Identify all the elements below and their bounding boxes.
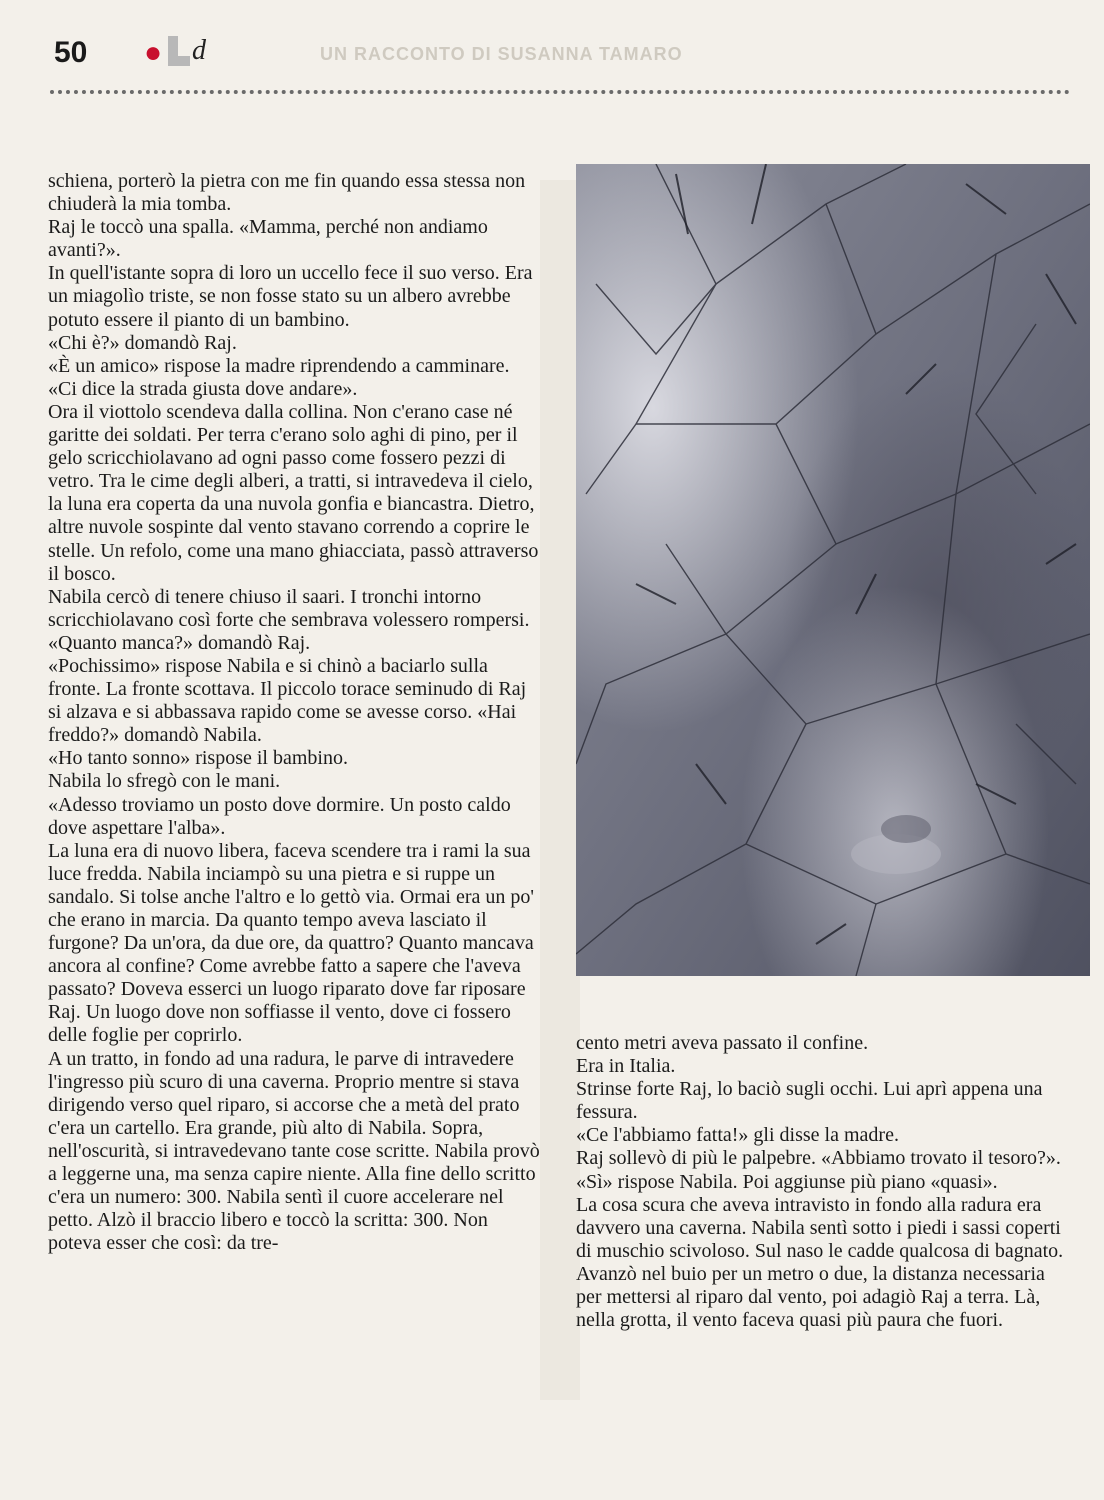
bleed-through-shadow [540,180,580,1400]
paragraph: «Quanto manca?» domandò Raj. [48,631,311,654]
paragraph: Raj le toccò una spalla. «Mamma, perché non andiamo avanti?». [48,216,488,262]
photo-face-under-cracked-ice-icon [576,164,1090,976]
paragraph: «È un amico» rispose la madre riprendendo a camminare. «Ci dice la strada giusta dove andare». [48,354,510,400]
paragraph: schiena, porterò la pietra con me fin quando essa stessa non chiuderà la mia tomba. [48,170,526,216]
red-bullet-icon: ● [144,36,163,69]
paragraph: In quell'istante sopra di loro un uccello fece il suo verso. Era un miagolìo triste, se non fosse stato su un albero avrebbe potuto essere il pianto di un bambino. [48,262,533,331]
paragraph: Nabila lo sfregò con le mani. [48,770,281,793]
paragraph: «Sì» rispose Nabila. Poi aggiunse più piano «quasi». [576,1170,998,1193]
paragraph: «Chi è?» domandò Raj. [48,331,237,354]
paragraph: La luna era di nuovo libera, faceva scendere tra i rami la sua luce fredda. Nabila inciampò su una pietra e si ruppe un sandalo. Si tolse anche l'altro e lo gettò via. Ormai era un po' che erano in marcia. Da quanto tempo aveva lasciato il furgone? Da un'ora, da due ore, da quattro? Quanto mancava ancora al confine? Come avrebbe fatto a sapere che l'aveva passato? Doveva esserci un luogo riparato dove far riposare Raj. Un luogo dove non soffiasse il vento, dove ci fossero delle foglie per coprirlo. [48,839,534,1047]
paragraph: «Ce l'abbiamo fatta!» gli disse la madre. [576,1124,899,1147]
dotted-divider [50,90,1070,94]
paragraph: A un tratto, in fondo ad una radura, le parve di intravedere l'ingresso più scuro di una caverna. Proprio mentre si stava dirigendo verso quel riparo, si accorse che a metà del prato c'era un cartello. Era grande, più alto di Nabila. Sopra, nell'oscurità, si intravedevano tante cose scritte. Nabila provò a leggerne una, ma senza capire niente. Alla fine dello scritto c'era un numero: 300. Nabila sentì il cuore accelerare nel petto. Alzò il braccio libero e toccò la scritta: 300. Non poteva esser che così: da tre- [48,1047,540,1255]
page-number: 50 [54,36,88,69]
paragraph: «Pochissimo» rispose Nabila e si chinò a baciarlo sulla fronte. La fronte scottava. Il piccolo torace seminudo di Raj si alzava e si abbassava rapido come se avesse corso. «Hai freddo?» domandò Nabila. [48,654,527,747]
paragraph: Era in Italia. [576,1055,676,1078]
paragraph: Nabila cercò di tenere chiuso il saari. I tronchi intorno scricchiolavano così forte che sembrava volessero rompersi. [48,585,530,631]
paragraph: La cosa scura che aveva intravisto in fondo alla radura era davvero una caverna. Nabila sentì sotto i piedi i sassi coperti di muschio scivoloso. Sul naso le cadde qualcosa di bagnato. Avanzò nel buio per un metro o due, la distanza necessaria per mettersi al riparo dal vento, poi adagiò Raj a terra. Là, nella grotta, il vento faceva quasi più paura che fuori. [576,1193,1064,1332]
text-column-left [48,170,542,1255]
magazine-logo: d [168,32,214,68]
paragraph: cento metri aveva passato il confine. [576,1032,869,1054]
paragraph: «Adesso troviamo un posto dove dormire. Un posto caldo dove aspettare l'alba». [48,793,511,839]
paragraph: Raj sollevò di più le palpebre. «Abbiamo trovato il tesoro?». [576,1147,1061,1170]
text-column-right [576,1032,1064,1332]
paragraph: Ora il viottolo scendeva dalla collina. Non c'erano case né garitte dei soldati. Per terra c'erano solo aghi di pino, per il gelo scricchiolavano ad ogni passo come fossero pezzi di vetro. Tra le cime degli alberi, a tratti, si intravedeva il cielo, la luna era coperta da una nuvola gonfia e biancastra. Dietro, altre nuvole sospinte dal vento stavano correndo a coprire le stelle. Un refolo, come una mano ghiacciata, passò attraverso il bosco. [48,400,539,585]
running-head: UN RACCONTO DI SUSANNA TAMARO [320,44,683,64]
paragraph: Strinse forte Raj, lo baciò sugli occhi. Lui aprì appena una fessura. [576,1078,1043,1124]
page-header [50,30,1070,100]
paragraph: «Ho tanto sonno» rispose il bambino. [48,747,348,770]
